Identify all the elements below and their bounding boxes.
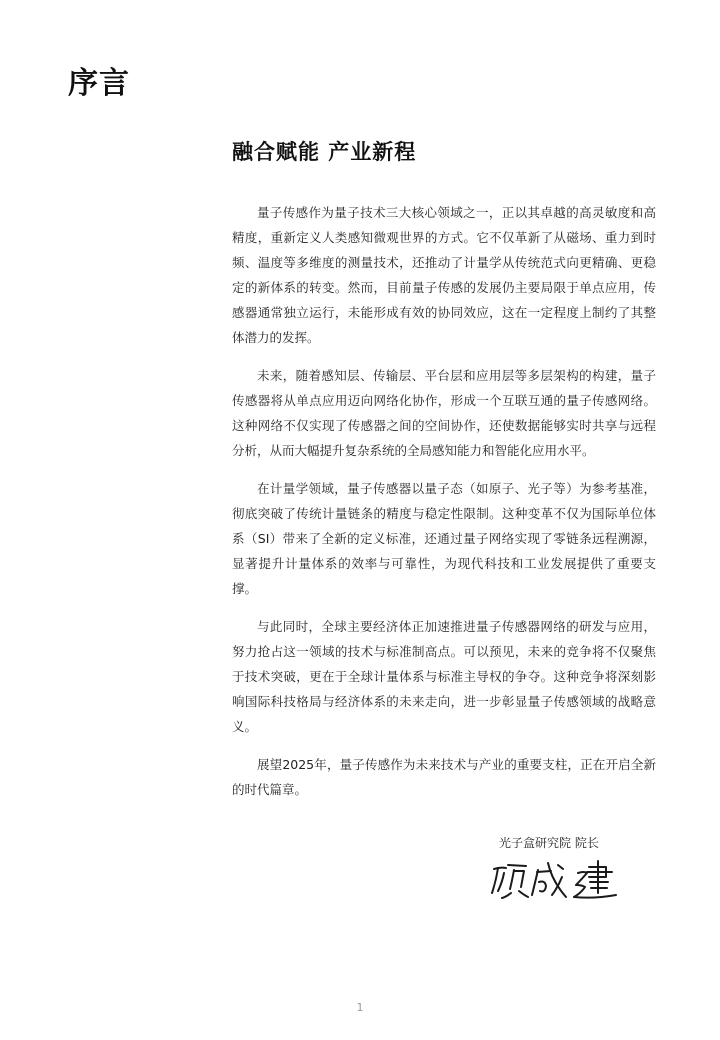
paragraph: 量子传感作为量子技术三大核心领域之一，正以其卓越的高灵敏度和高精度，重新定义人类感知微观世界的方式。它不仅革新了从磁场、重力到时频、温度等多维度的测量技术，还推动了计量学从传统范式向更精确、更稳定的新体系的转变。然而，目前量子传感的发展仍主要局限于单点应用，传感器通常独立运行，未能形成有效的协同效应，这在一定程度上制约了其整体潜力的发挥。 — [232, 205, 656, 345]
page-title: 序言 — [68, 66, 130, 101]
paragraph: 未来，随着感知层、传输层、平台层和应用层等多层架构的构建，量子传感器将从单点应用迈向网络化协作，形成一个互联互通的量子传感网络。这种网络不仅实现了传感器之间的空间协作，还使数据能够实时共享与远程分析，从而大幅提升复杂系统的全局感知能力和智能化应用水平。 — [232, 368, 656, 458]
paragraph: 在计量学领域，量子传感器以量子态（如原子、光子等）为参考基准，彻底突破了传统计量链条的精度与稳定性限制。这种变革不仅为国际单位体系（SI）带来了全新的定义标准，还通过量子网络实现了零链条远程溯源，显著提升计量体系的效率与可靠性，为现代科技和工业发展提供了重要支撑。 — [232, 481, 656, 596]
page-number: 1 — [356, 1001, 364, 1014]
author-title: 光子盒研究院 院长 — [499, 836, 599, 850]
handwritten-signature — [488, 857, 628, 901]
article-body — [232, 200, 656, 815]
paragraph: 展望2025年，量子传感作为未来技术与产业的重要支柱，正在开启全新的时代篇章。 — [232, 757, 656, 797]
paragraph: 与此同时，全球主要经济体正加速推进量子传感器网络的研发与应用，努力抢占这一领域的技术与标准制高点。可以预见，未来的竞争将不仅聚焦于技术突破，更在于全球计量体系与标准主导权的争夺。这种竞争将深刻影响国际科技格局与经济体系的未来走向，进一步彰显量子传感领域的战略意义。 — [232, 619, 656, 734]
article-title: 融合赋能 产业新程 — [232, 140, 417, 164]
